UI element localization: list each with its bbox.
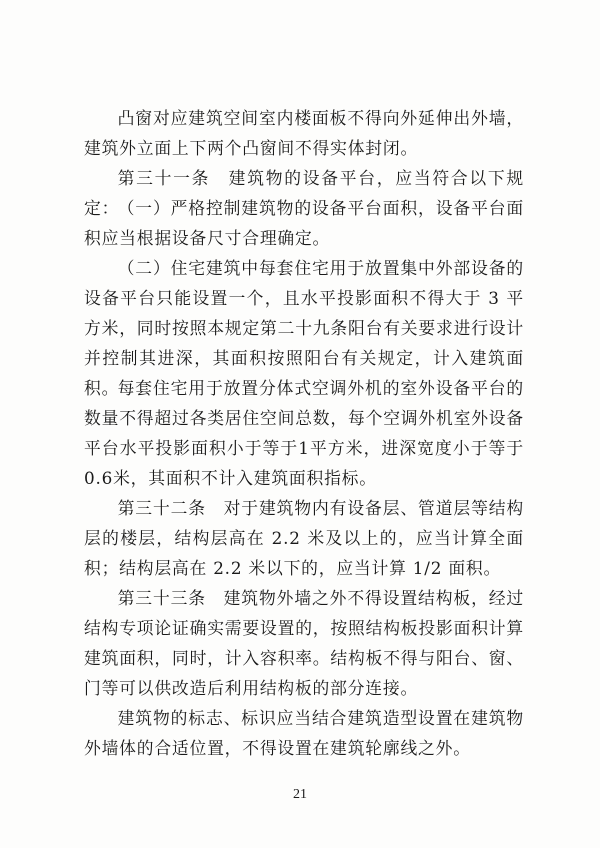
article-32: 第三十二条 对于建筑物内有设备层、管道层等结构层的楼层，结构层高在 2.2 米及以上的，应当计算全面积；结构层高在 2.2 米以下的，应当计算 1/2 面积。: [84, 498, 524, 578]
article-31-heading: 第三十一条 建筑物的设备平台，应当符合以下规定：: [84, 168, 524, 218]
paragraph-ac-platform: 每套住宅用于放置分体式空调外机的室外设备平台的数量不得超过各类居住空间总数，每个空调外机室外设备平台水平投影面积小于等于1平方米，进深宽度小于等于0.6米，其面积不计入建筑面积指标。: [84, 378, 524, 488]
page-number: 21: [293, 787, 307, 802]
article-31-item-1: （一）严格控制建筑物的设备平台面积，设备平台面积应当根据设备尺寸合理确定。: [84, 198, 524, 248]
article-31-item-2: （二）住宅建筑中每套住宅用于放置集中外部设备的设备平台只能设置一个，且水平投影面积不得大于 3 平方米，同时按照本规定第二十九条阳台有关要求进行设计并控制其进深，其面积按照阳台有关规定，计入建筑面积。: [84, 258, 524, 398]
article-33: 第三十三条 建筑物外墙之外不得设置结构板，经过结构专项论证确实需要设置的，按照结构板投影面积计算建筑面积，同时，计入容积率。结构板不得与阳台、窗、门等可以供改造后利用结构板的部分连接。: [84, 588, 524, 698]
paragraph-signage: 建筑物的标志、标识应当结合建筑造型设置在建筑物外墙体的合适位置，不得设置在建筑轮廓线之外。: [84, 708, 524, 758]
paragraph-bay-window: 凸窗对应建筑空间室内楼面板不得向外延伸出外墙，建筑外立面上下两个凸窗间不得实体封闭。: [84, 108, 524, 158]
